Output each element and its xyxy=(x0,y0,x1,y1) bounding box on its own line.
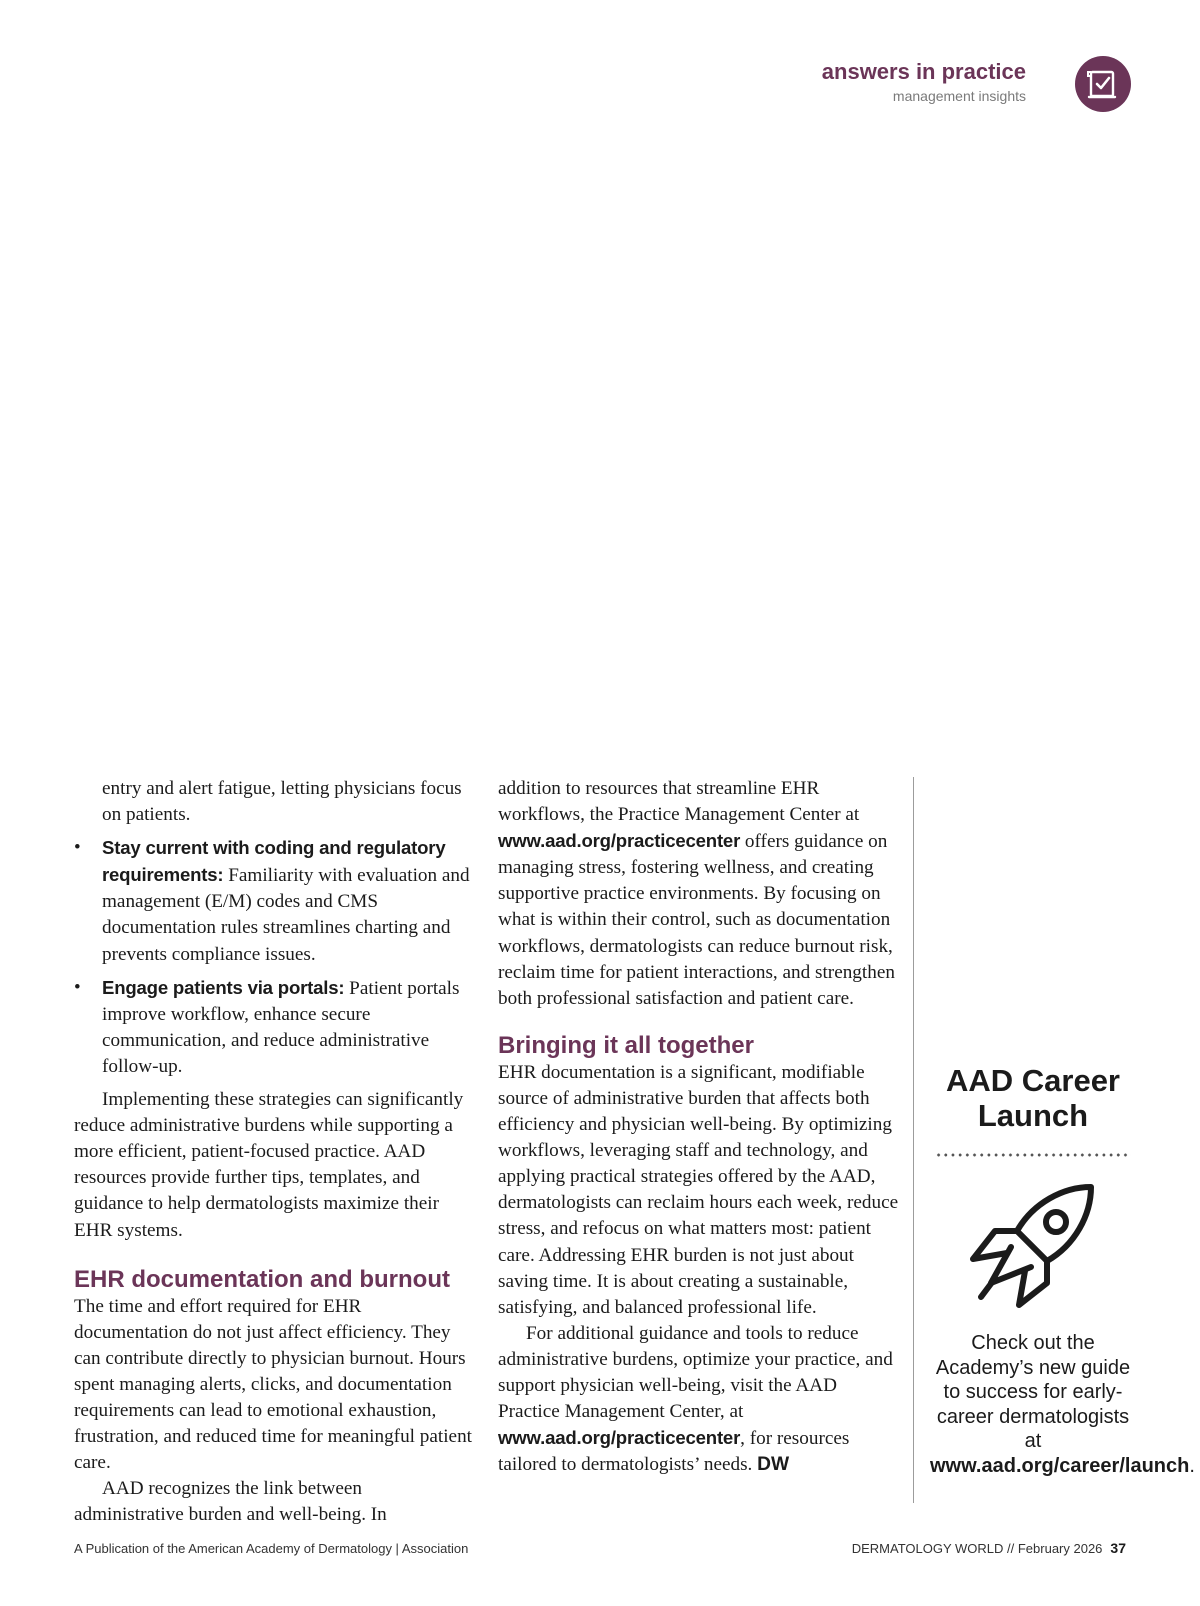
practice-center-link[interactable]: www.aad.org/practicecenter xyxy=(498,830,741,852)
bullet-item xyxy=(74,835,474,967)
practice-center-link[interactable]: www.aad.org/practicecenter xyxy=(498,1427,741,1449)
bullet-lead: Stay current with coding and regulatory requirements: xyxy=(102,837,446,886)
bullet-continuation: entry and alert fatigue, letting physicians focus on patients. xyxy=(102,778,462,826)
sidebar-career-launch xyxy=(930,1063,1195,1479)
column-divider xyxy=(913,777,914,1503)
sidebar-text xyxy=(930,1331,1195,1479)
section-title: answers in practice xyxy=(821,59,1026,84)
article-column-1 xyxy=(74,776,474,1528)
bullet-text: Patient portals improve workflow, enhance secure communication, and reduce administrative follow-up. xyxy=(102,977,460,1077)
signoff: DW xyxy=(757,1454,790,1476)
bullet-text: Familiarity with evaluation and management (E/M) codes and CMS documentation rules streamlines charting and prevents compliance issues. xyxy=(102,865,470,965)
section-header xyxy=(822,58,1026,106)
footer-publication: A Publication of the American Academy of Dermatology | Association xyxy=(74,1541,469,1556)
paragraph-text: , for resources tailored to dermatologists’ needs. xyxy=(498,1428,850,1476)
paragraph: The time and effort required for EHR documentation do not just affect efficiency. They can contribute directly to physician burnout. Hours spent managing alerts, clicks, and documentation requirements can lead to emotional exhaustion, frustration, and reduced time for meaningful patient care. xyxy=(74,1295,473,1474)
checklist-icon xyxy=(1075,56,1131,112)
section-heading: EHR documentation and burnout xyxy=(74,1265,450,1293)
dotted-divider xyxy=(935,1153,1131,1157)
paragraph-text: offers guidance on managing stress, fostering wellness, and creating supportive practice environments. By focusing on what is within their control, such as documentation workflows, dermatologists can reduce burnout risk, reclaim time for patient interactions, and strengthen both professional satisfaction and patient care. xyxy=(498,831,895,1009)
section-heading: Bringing it all together xyxy=(498,1031,754,1059)
paragraph xyxy=(498,1321,902,1479)
rocket-icon xyxy=(967,1179,1099,1311)
paragraph: EHR documentation is a significant, modifiable source of administrative burden that affects both efficiency and physician well-being. By optimizing workflows, leveraging staff and technology, and applying practical strategies offered by the AAD, dermatologists can reclaim hours each week, reduce stress, and refocus on what matters most: patient care. Addressing EHR burden is not just about saving time. It is about creating a sustainable, satisfying, and balanced professional life. xyxy=(498,1061,899,1318)
article-column-2 xyxy=(498,776,902,1478)
bullet-lead: Engage patients via portals: xyxy=(102,976,345,998)
bullet-list xyxy=(74,835,474,1080)
sidebar-text-body: Check out the Academy’s new guide to success for early-career dermatologists at xyxy=(935,1332,1131,1453)
career-launch-link[interactable]: www.aad.org/career/launch xyxy=(930,1454,1190,1477)
footer-issue xyxy=(852,1540,1126,1556)
page-number: 37 xyxy=(1110,1540,1126,1556)
sidebar-text-end: . xyxy=(1189,1454,1195,1477)
paragraph: AAD recognizes the link between administrative burden and well-being. In xyxy=(74,1478,387,1526)
sidebar-title: AAD Career Launch xyxy=(945,1063,1120,1133)
paragraph: Implementing these strategies can significantly reduce administrative burdens while supporting a more efficient, patient-focused practice. AAD resources provide further tips, templates, and guidance to help dermatologists maximize their EHR systems. xyxy=(74,1089,464,1241)
section-subtitle: management insights xyxy=(892,88,1026,104)
bullet-item xyxy=(74,975,474,1080)
paragraph-text: For additional guidance and tools to reduce administrative burdens, optimize your practice, and support physician well-being, visit the AAD Practice Management Center, at xyxy=(498,1322,893,1423)
paragraph xyxy=(498,776,902,1012)
paragraph-text: addition to resources that streamline EHR workflows, the Practice Management Center at xyxy=(498,778,860,826)
footer-issue-text: DERMATOLOGY WORLD // February 2026 xyxy=(851,1541,1103,1556)
